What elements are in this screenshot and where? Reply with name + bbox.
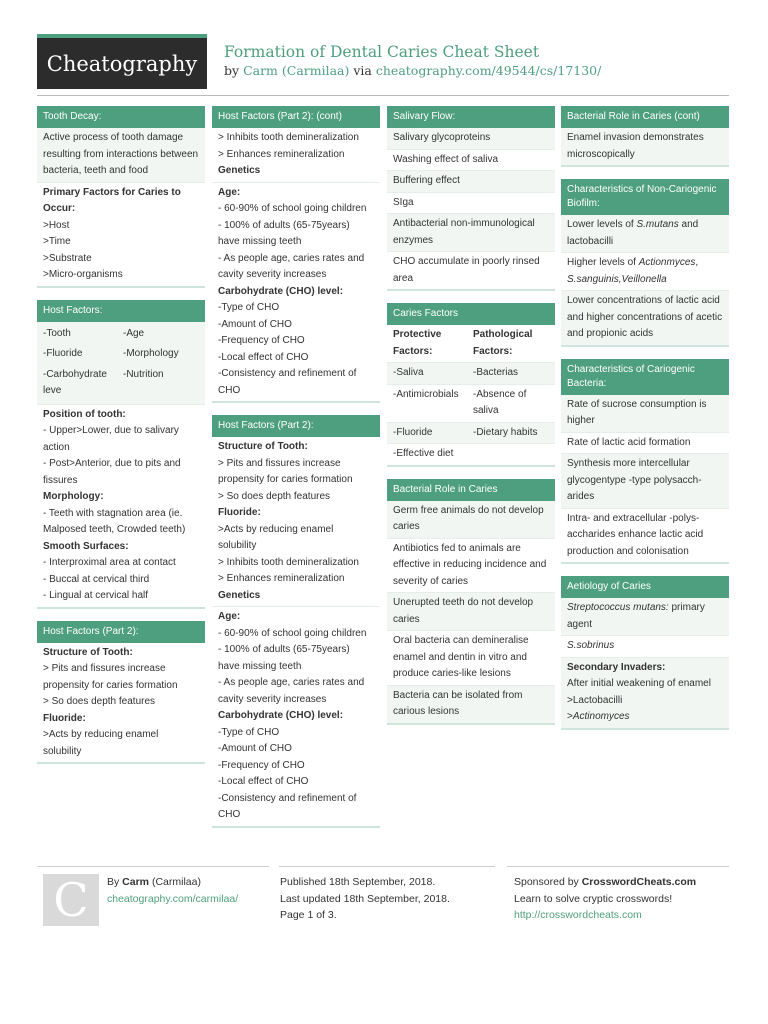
species-name: Actinomyces — [572, 711, 630, 722]
list-item: Lower concentrations of lactic acid and higher concentrations of acetic and propionic acids — [561, 290, 729, 345]
table-cell: -Absence of saliva — [473, 388, 527, 416]
card-host-factors-part2 — [37, 621, 205, 765]
card-title: Caries Factors — [387, 303, 555, 325]
card-salivary-flow — [387, 106, 555, 291]
card-title: Host Factors: — [37, 300, 205, 322]
list-item: Washing effect of saliva — [387, 149, 555, 171]
footer-divider — [37, 866, 269, 867]
list-item: >Host — [43, 219, 70, 231]
card-title: Salivary Flow: — [387, 106, 555, 128]
list-item: Rate of lactic acid formation — [561, 432, 729, 454]
card-host-factors — [37, 300, 205, 609]
list-item: Germ free animals do not develop caries — [387, 501, 555, 538]
updated-date: Last updated 18th September, 2018. — [280, 892, 450, 905]
header-divider — [37, 95, 729, 96]
author-avatar[interactable]: C — [43, 874, 99, 926]
list-item: After initial weakening of enamel — [567, 678, 711, 689]
card-host-factors-part2-b — [212, 415, 380, 828]
species-name: S.mutans — [636, 219, 679, 230]
sheet-url-link[interactable]: cheatography.com/49544/cs/17130/ — [375, 63, 602, 78]
text: primary agent — [567, 602, 705, 630]
list-item: - 100% of adults (65-75years) have missing teeth — [218, 644, 350, 672]
list-item: Antibacterial non-immunological enzymes — [387, 213, 555, 251]
species-name: Actionmyces — [638, 257, 696, 268]
list-item — [561, 598, 729, 635]
species-name: Streptococcus mutans: — [567, 602, 669, 613]
list-item: > So does depth features — [218, 490, 331, 502]
list-item: >Micro-organisms — [43, 269, 123, 280]
subheading: Position of tooth: — [43, 408, 126, 420]
column-1 — [37, 106, 205, 776]
sponsor-link[interactable]: http://crosswordcheats.com — [514, 909, 642, 921]
list-item: -Amount of CHO — [218, 318, 292, 330]
subheading: Structure of Tooth: — [218, 441, 308, 452]
list-item: - As people age, caries rates and cavity severity increases — [218, 677, 365, 705]
card-title: Host Factors (Part 2): (cont) — [212, 106, 380, 128]
author-link[interactable]: Carm (Carmilaa) — [243, 63, 350, 78]
list-item: > Inhibits tooth demineralization — [218, 132, 359, 143]
card-title: Bacterial Role in Caries (cont) — [561, 106, 729, 128]
species-name: S.sanguinis,Veillonella — [567, 273, 667, 285]
list-item: -Frequency of CHO — [218, 759, 305, 771]
subheading: Fluoride: — [218, 507, 261, 518]
page-title: Formation of Dental Caries Cheat Sheet — [224, 43, 540, 61]
text: Sponsored by — [514, 876, 582, 888]
list-item: - 60-90% of school going children — [218, 203, 367, 214]
list-item: SIga — [387, 192, 555, 214]
list-item: -Amount of CHO — [218, 743, 292, 754]
footer-sponsor — [514, 874, 696, 924]
list-item: - Lingual at cervical half — [43, 590, 149, 601]
table-cell: -Effective diet — [393, 448, 454, 459]
list-item: Antibiotics fed to animals are effective in reducing incidence and severity of caries — [387, 538, 555, 593]
footer-dates — [280, 874, 450, 924]
list-item: -Frequency of CHO — [218, 335, 305, 346]
sponsor-tagline: Learn to solve cryptic crosswords! — [514, 892, 673, 905]
card-title: Host Factors (Part 2): — [212, 415, 380, 437]
table-row — [387, 422, 555, 444]
table-cell: -Antimicrobials — [393, 388, 459, 400]
list-item: - Buccal at cervical third — [43, 573, 150, 585]
card-host-factors-part2-cont — [212, 106, 380, 403]
list-item: CHO accumulate in poorly rinsed area — [387, 251, 555, 289]
subheading: Age: — [218, 186, 241, 198]
list-item — [567, 709, 723, 726]
card-aetiology — [561, 576, 729, 730]
card-cariogenic-bacteria — [561, 359, 729, 565]
list-item: Oral bacteria can demineralise enamel and dentin in vitro and produce caries-like lesions — [387, 630, 555, 685]
list-item: >Substrate — [43, 252, 92, 264]
list-item: > Enhances remineralization — [218, 148, 345, 160]
list-item: -Type of CHO — [218, 302, 280, 313]
subheading: Structure of Tooth: — [43, 646, 133, 658]
text: and lactobacilli — [567, 219, 699, 247]
list-item: -Type of CHO — [218, 726, 280, 738]
table-row — [387, 384, 555, 422]
list-item: Synthesis more intercellular glycogentype -type polysaccharides — [561, 453, 729, 508]
list-item: - 60-90% of school going children — [218, 627, 367, 639]
published-date: Published 18th September, 2018. — [280, 876, 436, 888]
list-item: Intra- and extracellular -polysaccharides enhance lactic acid production and colonisation — [561, 508, 729, 563]
list-item: Higher levels of Actionmyces, S.sanguinis,Veillonella — [561, 252, 729, 290]
byline — [224, 63, 601, 78]
table-cell — [473, 446, 549, 463]
text: (Carmilaa) — [149, 876, 201, 888]
card-title: Tooth Decay: — [37, 106, 205, 128]
list-item: Rate of sucrose consumption is higher — [561, 395, 729, 432]
column-header: Pathological Factors: — [473, 329, 533, 357]
sponsor-name[interactable]: CrosswordCheats.com — [581, 876, 697, 888]
subheading: Secondary Invaders: — [567, 661, 666, 673]
footer-divider — [507, 866, 729, 867]
grid-cell: -Fluoride — [43, 348, 83, 359]
card-bacterial-role-cont — [561, 106, 729, 167]
card-title: Characteristics of Cariogenic Bacteria: — [561, 359, 729, 395]
list-item: > Enhances remineralization — [218, 573, 345, 584]
table-row — [387, 362, 555, 384]
list-item: S.sobrinus — [561, 635, 729, 657]
list-item: > So does depth features — [43, 696, 156, 707]
footer-divider — [279, 866, 495, 867]
card-caries-factors — [387, 303, 555, 467]
subheading: Primary Factors for Caries to Occur: — [43, 186, 181, 214]
list-item: >Acts by reducing enamel solubility — [43, 729, 159, 757]
grid-cell: -Nutrition — [123, 368, 164, 380]
list-item: - Teeth with stagnation area (ie. Malposed teeth, Crowded teeth) — [43, 507, 186, 535]
column-4 — [561, 106, 729, 742]
table-cell: -Bacterias — [473, 367, 519, 378]
author-name[interactable]: Carm — [122, 876, 150, 888]
list-item: > Inhibits tooth demineralization — [218, 556, 359, 568]
subheading: Smooth Surfaces: — [43, 540, 129, 552]
via-label: via — [353, 63, 372, 78]
card-title: Host Factors (Part 2): — [37, 621, 205, 643]
card-title: Characteristics of Non-Cariogenic Biofilm: — [561, 179, 729, 215]
list-item: Enamel invasion demonstrates microscopically — [561, 128, 729, 165]
list-item: - 100% of adults (65-75years) have missing teeth — [218, 219, 350, 247]
subheading: Genetics — [218, 165, 261, 176]
subheading: Genetics — [218, 589, 261, 601]
subheading: Fluoride: — [43, 712, 86, 724]
list-item: -Consistency and refinement of CHO — [218, 792, 357, 820]
table-cell: -Saliva — [393, 367, 424, 378]
column-3 — [387, 106, 555, 737]
list-item: Unerupted teeth do not develop caries — [387, 592, 555, 630]
subheading: Carbohydrate (CHO) level: — [218, 285, 344, 297]
subheading: Age: — [218, 611, 241, 622]
grid-cell: -Carbohydrate leve — [43, 368, 107, 396]
grid-cell: -Morphology — [123, 348, 179, 359]
list-item: >Acts by reducing enamel solubility — [218, 523, 334, 551]
column-2 — [212, 106, 380, 840]
list-item: -Local effect of CHO — [218, 776, 309, 787]
text: > — [567, 711, 573, 722]
page-number: Page 1 of 3. — [280, 909, 337, 921]
table-row — [387, 443, 555, 465]
factor-grid — [37, 322, 205, 404]
list-item — [561, 215, 729, 252]
by-label: by — [224, 63, 240, 78]
column-header: Protective Factors: — [393, 329, 442, 357]
table-cell: -Fluoride — [393, 426, 433, 438]
text: By — [107, 876, 123, 888]
list-item: - Interproximal area at contact — [43, 557, 176, 568]
list-item: -Consistency and refinement of CHO — [218, 368, 357, 396]
list-item: >Lactobacilli — [567, 694, 623, 706]
card-bacterial-role — [387, 479, 555, 725]
grid-cell: -Age — [123, 327, 145, 339]
list-item: - Post>Anterior, due to pits and fissures — [43, 458, 181, 486]
table-header — [387, 325, 555, 362]
list-item: - Upper>Lower, due to salivary action — [43, 425, 179, 453]
list-item: - As people age, caries rates and cavity severity increases — [218, 252, 365, 280]
list-item: >Time — [43, 236, 71, 247]
card-title: Aetiology of Caries — [561, 576, 729, 598]
table-cell: -Dietary habits — [473, 426, 538, 438]
subheading: Morphology: — [43, 491, 104, 502]
list-item: Salivary glycoproteins — [387, 128, 555, 149]
card-tooth-decay — [37, 106, 205, 288]
cheatography-logo[interactable]: Cheatography — [37, 34, 207, 89]
author-profile-link[interactable]: cheatography.com/carmilaa/ — [107, 892, 239, 905]
card-non-cariogenic-biofilm — [561, 179, 729, 347]
list-item: Buffering effect — [387, 170, 555, 192]
list-item: > Pits and fissures increase propensity for caries formation — [218, 457, 353, 485]
list-item: > Pits and fissures increase propensity for caries formation — [43, 663, 178, 691]
list-item: Bacteria can be isolated from carious lesions — [387, 685, 555, 723]
list-item: -Local effect of CHO — [218, 351, 309, 363]
footer-author — [107, 874, 238, 907]
subheading: Carbohydrate (CHO) level: — [218, 710, 344, 721]
card-title: Bacterial Role in Caries — [387, 479, 555, 501]
card-text: Active process of tooth damage resulting from interactions between bacteria, teeth and food — [37, 128, 205, 182]
text: Lower levels of — [567, 219, 637, 230]
text: Higher levels of — [567, 257, 639, 268]
grid-cell: -Tooth — [43, 327, 71, 339]
